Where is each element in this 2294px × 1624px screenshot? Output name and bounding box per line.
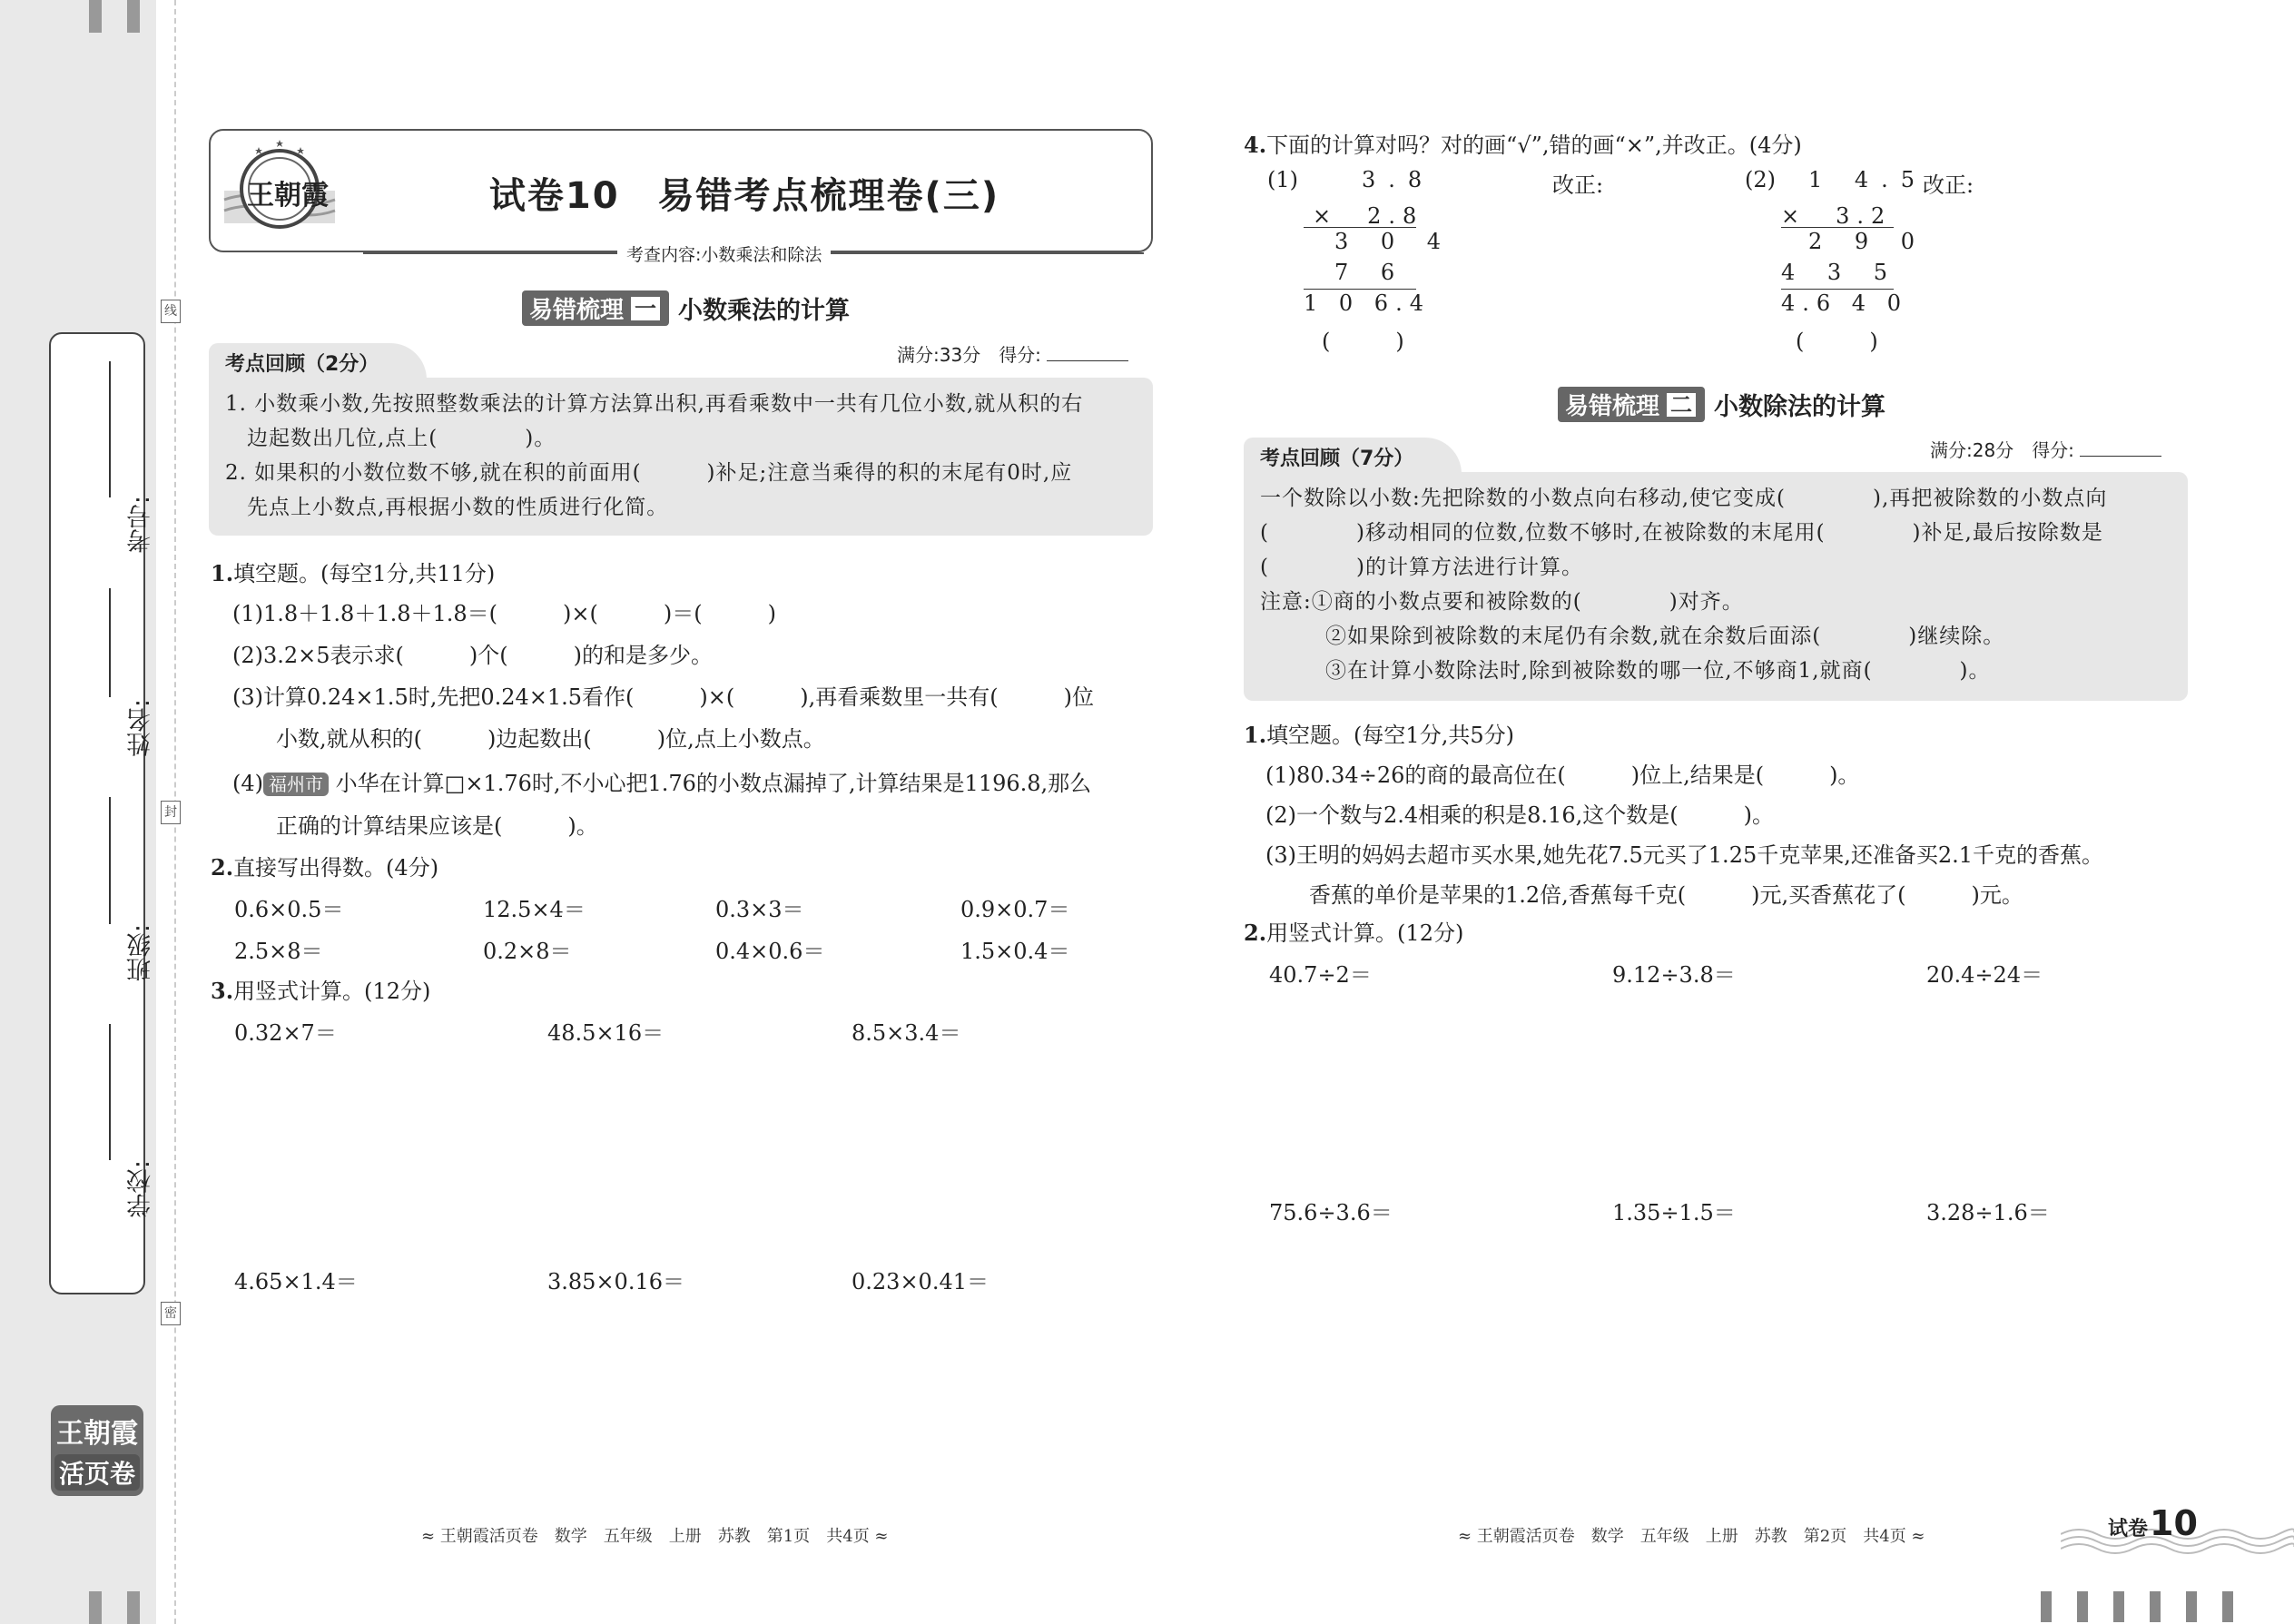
s1-q3-item: 0.23×0.41＝ bbox=[852, 1269, 989, 1294]
s2-q1-line: (3)王明的妈妈去超市买水果,她先花7.5元买了1.25千克苹果,还准备买2.1千克的香蕉。 bbox=[1265, 842, 2104, 868]
s2-q1-line: (1)80.34÷26的商的最高位在( )位上,结果是( )。 bbox=[1265, 763, 1860, 788]
s1-q2-item: 0.2×8＝ bbox=[483, 939, 572, 964]
s2-q1-line: (2)一个数与2.4相乘的积是8.16,这个数是( )。 bbox=[1265, 802, 1774, 828]
s1-q2-item: 12.5×4＝ bbox=[483, 897, 586, 922]
s1-q3-item: 4.65×1.4＝ bbox=[234, 1269, 358, 1294]
brand-logo bbox=[51, 1405, 143, 1496]
page-subtitle: 考查内容:小数乘法和除法 bbox=[617, 241, 831, 266]
s1-q2-item: 1.5×0.4＝ bbox=[960, 939, 1070, 964]
s1-q3-item: 48.5×16＝ bbox=[547, 1020, 665, 1046]
s2-q2-item: 40.7÷2＝ bbox=[1269, 962, 1372, 988]
s2-q2-item: 75.6÷3.6＝ bbox=[1269, 1200, 1393, 1225]
student-info-box bbox=[49, 332, 155, 1294]
s2-q2-item: 1.35÷1.5＝ bbox=[1612, 1200, 1736, 1225]
s1-q2-heading: 2.直接写出得数。(4分) bbox=[211, 854, 439, 881]
s1-q1-line4: (4) 福州市 小华在计算□×1.76时,不小心把1.76的小数点漏掉了,计算结果是1196.8,那么 bbox=[232, 771, 1092, 796]
binding-tick bbox=[2186, 1591, 2197, 1622]
calc-row: 1 4.5 bbox=[1808, 167, 1928, 192]
q4-fix-b: 改正: bbox=[1923, 172, 1974, 198]
q4-calc-b bbox=[1745, 167, 2017, 367]
section2-heading bbox=[1558, 387, 1885, 422]
review-line: 先点上小数点,再根据小数的性质进行化简。 bbox=[225, 496, 669, 519]
calc-row: × 3.2 bbox=[1781, 203, 1893, 229]
s1-q2-item: 0.3×3＝ bbox=[715, 897, 804, 922]
s2-q2-item: 20.4÷24＝ bbox=[1926, 962, 2043, 988]
section2-review-tab: 考点回顾（7分） bbox=[1244, 438, 1462, 477]
section1-review-box bbox=[209, 378, 1153, 536]
binding-tick bbox=[89, 0, 102, 33]
binding-tick bbox=[2041, 1591, 2052, 1622]
seal-char-secret: 密 bbox=[161, 1302, 181, 1325]
binding-tick bbox=[2222, 1591, 2233, 1622]
review-line: 注意:①商的小数点要和被除数的( )对齐。 bbox=[1260, 590, 1744, 614]
q4-fix-a: 改正: bbox=[1552, 172, 1604, 198]
s1-q2-item: 0.4×0.6＝ bbox=[715, 939, 825, 964]
review-line: 边起数出几位,点上( )。 bbox=[225, 427, 556, 450]
calc-row: 2 9 0 bbox=[1808, 229, 1928, 254]
calc-label: (1) bbox=[1267, 167, 1298, 192]
footer-left: ≈ 王朝霞活页卷 数学 五年级 上册 苏教 第1页 共4页 ≈ bbox=[421, 1527, 889, 1546]
calc-judge[interactable]: ( ) bbox=[1322, 329, 1404, 354]
exam-number-line[interactable] bbox=[109, 361, 111, 497]
binding-tick bbox=[2077, 1591, 2088, 1622]
binding-tick bbox=[127, 1591, 140, 1624]
s2-q2-heading: 2.用竖式计算。(12分) bbox=[1244, 920, 1464, 946]
class-line[interactable] bbox=[109, 797, 111, 924]
school-line[interactable] bbox=[109, 1024, 111, 1160]
section1-score: 满分:33分 得分: bbox=[897, 340, 1128, 367]
calc-row: 7 6 bbox=[1334, 260, 1408, 285]
s1-q1-line: (1)1.8＋1.8＋1.8＋1.8＝( )×( )＝( ) bbox=[232, 601, 776, 626]
brand-seal-text: 王朝霞 bbox=[247, 180, 329, 212]
review-line: 一个数除以小数:先把除数的小数点向右移动,使它变成( ),再把被除数的小数点向 bbox=[1260, 487, 2108, 510]
footer-right: ≈ 王朝霞活页卷 数学 五年级 上册 苏教 第2页 共4页 ≈ bbox=[1458, 1527, 1925, 1546]
s2-q1-heading: 1.填空题。(每空1分,共5分) bbox=[1244, 722, 1514, 748]
s1-q1-line: 小数,就从积的( )边起数出( )位,点上小数点。 bbox=[232, 726, 825, 752]
s1-q2-item: 2.5×8＝ bbox=[234, 939, 323, 964]
exam-number-label: 考号: bbox=[127, 496, 155, 554]
section2-tag: 易错梳理 二 bbox=[1558, 387, 1705, 422]
school-label: 学校: bbox=[127, 1160, 155, 1218]
binding-tick bbox=[2150, 1591, 2161, 1622]
seal-char-line: 线 bbox=[161, 300, 181, 323]
calc-row: 3 0 4 bbox=[1334, 229, 1454, 254]
q4-heading: 4.下面的计算对吗？对的画“√”,错的画“×”,并改正。(4分) bbox=[1244, 132, 1802, 158]
section2-review-box bbox=[1244, 472, 2188, 701]
section1-tag: 易错梳理 一 bbox=[522, 290, 669, 326]
name-label: 姓名: bbox=[127, 699, 155, 757]
review-line: ③在计算小数除法时,除到被除数的哪一位,不够商1,就商( )。 bbox=[1260, 659, 1991, 683]
s1-q1-heading: 1.填空题。(每空1分,共11分) bbox=[211, 560, 496, 586]
calc-row: 4 3 5 bbox=[1781, 260, 1901, 285]
review-line: 1. 小数乘小数,先按照整数乘法的计算方法算出积,再看乘数中一共有几位小数,就从积的右 bbox=[225, 392, 1084, 416]
binding-tick bbox=[89, 1591, 102, 1624]
s1-q1-line: (2)3.2×5表示求( )个( )的和是多少。 bbox=[232, 643, 713, 668]
review-line: 2. 如果积的小数位数不够,就在积的前面用( )补足;注意当乘得的积的末尾有0时,应 bbox=[225, 461, 1073, 485]
s1-q2-item: 0.9×0.7＝ bbox=[960, 897, 1070, 922]
calc-row: 3.8 bbox=[1362, 167, 1435, 192]
calc-row: 1 0 6.4 bbox=[1304, 290, 1431, 316]
q4-calc-a bbox=[1267, 167, 1540, 367]
page-title: 试卷10 易错考点梳理卷(三) bbox=[488, 175, 1000, 217]
binding-tick bbox=[2113, 1591, 2124, 1622]
calc-row: × 2.8 bbox=[1313, 203, 1424, 229]
s1-q3-item: 8.5×3.4＝ bbox=[852, 1020, 961, 1046]
s1-q3-item: 0.32×7＝ bbox=[234, 1020, 337, 1046]
section2-title: 小数除法的计算 bbox=[1714, 393, 1886, 421]
section2-score: 满分:28分 得分: bbox=[1930, 436, 2161, 462]
brand-logo-series: 活页卷 bbox=[54, 1454, 140, 1491]
s2-q2-item: 3.28÷1.6＝ bbox=[1926, 1200, 2050, 1225]
name-line[interactable] bbox=[109, 588, 111, 697]
calc-label: (2) bbox=[1745, 167, 1776, 192]
s1-q3-heading: 3.用竖式计算。(12分) bbox=[211, 978, 431, 1004]
s1-q3-item: 3.85×0.16＝ bbox=[547, 1269, 684, 1294]
review-line: ( )的计算方法进行计算。 bbox=[1260, 556, 1583, 579]
review-line: ( )移动相同的位数,位数不够时,在被除数的末尾用( )补足,最后按除数是 bbox=[1260, 521, 2103, 545]
s1-q2-item: 0.6×0.5＝ bbox=[234, 897, 344, 922]
class-label: 班级: bbox=[127, 924, 155, 982]
paper-number-badge: 试卷10 bbox=[2108, 1503, 2198, 1543]
binding-tick bbox=[127, 0, 140, 33]
brand-logo-name: 王朝霞 bbox=[56, 1418, 138, 1450]
review-line: ②如果除到被除数的末尾仍有余数,就在余数后面添( )继续除。 bbox=[1260, 625, 2005, 648]
section1-heading bbox=[522, 290, 850, 326]
section1-title: 小数乘法的计算 bbox=[678, 297, 851, 325]
calc-judge[interactable]: ( ) bbox=[1796, 329, 1878, 354]
s1-q1-line: 正确的计算结果应该是( )。 bbox=[232, 813, 598, 839]
seal-char-seal: 封 bbox=[161, 801, 181, 824]
city-tag: 福州市 bbox=[263, 773, 329, 796]
s2-q2-item: 9.12÷3.8＝ bbox=[1612, 962, 1736, 988]
s2-q1-line: 香蕉的单价是苹果的1.2倍,香蕉每千克( )元,买香蕉花了( )元。 bbox=[1265, 882, 2023, 908]
s1-q1-line: (3)计算0.24×1.5时,先把0.24×1.5看作( )×( ),再看乘数里一共有( )位 bbox=[232, 684, 1094, 710]
calc-row: 4.6 4 0 bbox=[1781, 290, 1908, 316]
section1-review-tab: 考点回顾（2分） bbox=[209, 343, 427, 382]
